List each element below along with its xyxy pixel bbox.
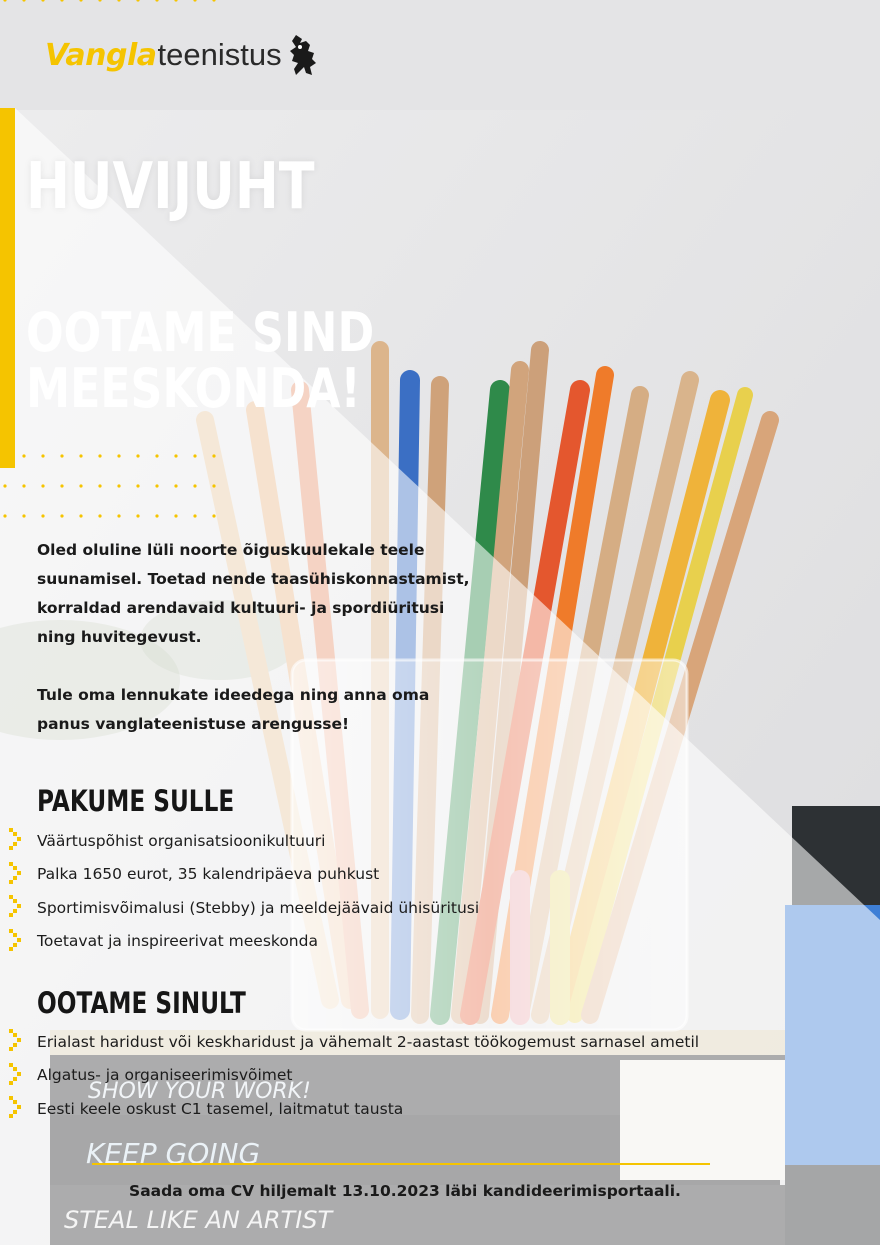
list-item (0, 925, 479, 959)
footer-divider (92, 1163, 710, 1165)
chevron-right-icon (8, 1062, 26, 1090)
expect-heading: OOTAME SINULT (37, 986, 246, 1020)
list-item (0, 824, 479, 858)
chevron-right-icon (8, 827, 26, 855)
logo (45, 32, 318, 78)
intro-paragraph-1: Oled oluline lüli noorte õiguskuulekale teele suunamisel. Toetad nende taasühiskonnastamist, korraldad arendavaid kultuuri- ja spordiüritusi ning huvitegevust. (37, 541, 470, 646)
expect-item-text: Erialast haridust või keskharidust ja vähemalt 2-aastast töökogemust sarnasel ametil (37, 1032, 700, 1051)
subtitle-line-1: OOTAME SIND (26, 301, 375, 364)
list-item (0, 858, 479, 892)
intro-paragraph-2: Tule oma lennukate ideedega ning anna oma panus vanglateenistuse arengusse! (37, 686, 430, 733)
offer-heading: PAKUME SULLE (37, 784, 235, 818)
chevron-right-icon (8, 861, 26, 889)
dots-grid (0, 450, 240, 520)
offer-item-text: Palka 1650 eurot, 35 kalendripäeva puhkust (37, 865, 380, 884)
chevron-right-icon (8, 1028, 26, 1056)
lion-icon (288, 33, 318, 77)
accent-bar (0, 108, 15, 468)
intro-text (37, 536, 477, 768)
expect-item-text: Eesti keele oskust C1 tasemel, laitmatut tausta (37, 1099, 404, 1118)
subtitle (26, 301, 375, 420)
chevron-right-icon (8, 1095, 26, 1123)
list-item (0, 1059, 699, 1093)
subtitle-line-2: MEESKONDA! (26, 357, 361, 420)
offer-item-text: Väärtuspõhist organisatsioonikultuuri (37, 831, 326, 850)
list-item (0, 891, 479, 925)
list-item (0, 1092, 699, 1126)
offer-list (0, 824, 479, 958)
expect-item-text: Algatus- ja organiseerimisvõimet (37, 1066, 293, 1085)
offer-item-text: Toetavat ja inspireerivat meeskonda (37, 932, 318, 951)
expect-list (0, 1025, 699, 1126)
logo-rest: teenistus (157, 37, 282, 72)
footer-call-to-action: Saada oma CV hiljemalt 13.10.2023 läbi kandideerimisportaali. (129, 1182, 681, 1200)
logo-brand: Vangla (45, 37, 157, 73)
offer-item-text: Sportimisvõimalusi (Stebby) ja meeldejäävaid ühisüritusi (37, 898, 480, 917)
page-title: HUVIJUHT (26, 150, 315, 224)
chevron-right-icon (8, 894, 26, 922)
chevron-right-icon (8, 928, 26, 956)
list-item (0, 1025, 699, 1059)
